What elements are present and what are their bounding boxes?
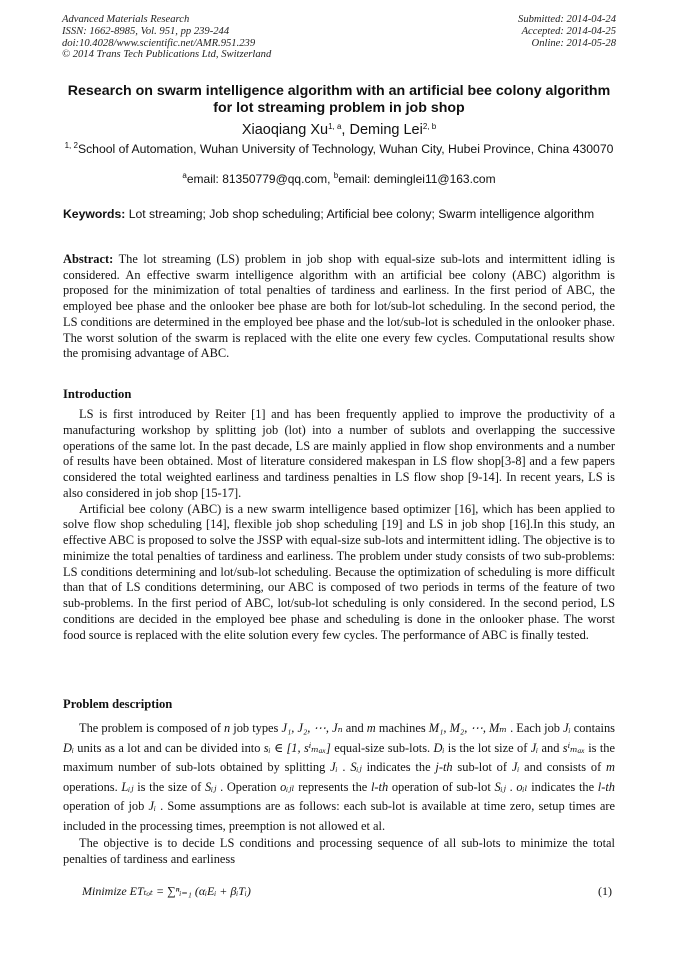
abstract-text: The lot streaming (LS) problem in job shop with equal-size sub-lots and intermittent idling is considered. An effective swarm intelligence algorithm with an artificial bee colony (ABC) algorithm is proposed for the minimization of total penalties of tardiness and earliness. In the first period of ABC, the employed bee phase and the onlooker bee phase are both for lot/sub-lot scheduling. In the second period, the LS conditions are determined in the employed bee phase and the lot/sub-lot is scheduled in the onlooker phase. The worst solution of the swarm is replaced with the elite one every few cycles. Computational results show the promising advantage of ABC. [63, 252, 615, 361]
math-symbol: Jᵢ [511, 760, 520, 774]
intro-paragraph-2: Artificial bee colony (ABC) is a new swarm intelligence based optimizer [16], which has been applied to solve flow shop scheduling [14], flexible job shop scheduling [19] and LS in job shop [16].In this study, an effective ABC is proposed to solve the JSSP with equal-size sub-lots and intermittent idling. The objective is to minimize the total penalties of tardiness and earliness. The problem under study consists of two sub-problems: LS conditions determining and lot/sub-lot scheduling. Because the optimization of scheduling is more difficult than that of LS conditions determining, our ABC is composed of two periods in terms of the feature of two sub-problems. In the first period of ABC, lot/sub-lot scheduling is only considered. In the second period, LS conditions are decided in the employed bee phase and scheduling is done in the onlooker phase. The worst food source is replaced with the elite solution every few cycles. The performance of ABC is finally tested. [63, 501, 615, 642]
issn: ISSN: 1662-8985, Vol. 951, pp 239-244 [62, 25, 230, 37]
keywords [63, 207, 615, 222]
math-symbol: M₁, M₂, ⋯, Mₘ [428, 721, 507, 735]
paper-title: Research on swarm intelligence algorithm with an artificial bee colony algorithm for lot streaming problem in job shop [67, 83, 611, 116]
author-2-sup: 2, b [422, 122, 437, 131]
author-1-sup: 1, a [328, 122, 342, 131]
intro-paragraph-1: LS is first introduced by Reiter [1] and has been frequently applied to improve the productivity of a manufacturing workshop by splitting job (lot) into a number of sublots and overlapping the successive operations of the same lot. In the past decade, LS are mainly applied in flow shop environments and a number of results have been obtained. Most of literature considered makespan in LS flow shop[3-8] and a few papers considered the total weighted earliness and tardiness penalties in LS flow shop [9-14]. In recent years, LS is also considered in job shop [15-17]. [63, 407, 615, 500]
accepted-date: Accepted: 2014-04-25 [521, 25, 616, 37]
authors [60, 122, 618, 138]
math-symbol: m [366, 721, 376, 735]
author-2: Deming Lei [349, 122, 423, 138]
problem-paragraph-1 [63, 719, 615, 836]
keywords-text: Lot streaming; Job shop scheduling; Artificial bee colony; Swarm intelligence algorithm [125, 207, 595, 221]
text-run: contains [570, 721, 615, 735]
math-symbol: j-th [435, 760, 453, 774]
text-run: is the size of [133, 779, 205, 794]
text-run: represents the [294, 779, 371, 794]
math-symbol: m [606, 760, 615, 774]
email-b-sup: b [333, 171, 339, 180]
text-run: and consists of [519, 760, 607, 774]
text-run: is the lot size of [444, 740, 531, 755]
author-1: Xiaoqiang Xu [241, 122, 329, 138]
text-run: operations. [63, 779, 122, 794]
math-symbol: Jᵢ [330, 760, 338, 774]
introduction-body [63, 407, 615, 643]
math-symbol: oᵢⱼₗ [280, 779, 295, 794]
text-run: . Operation [216, 779, 281, 794]
dates [518, 14, 616, 49]
email-a[interactable]: email: 81350779@qq.com, [186, 172, 334, 186]
abstract [63, 252, 615, 362]
math-symbol: Jᵢ [148, 799, 156, 813]
journal-name: Advanced Materials Research [62, 14, 190, 25]
text-run: and [342, 721, 367, 735]
text-run: and [538, 740, 563, 755]
math-symbol: Sᵢⱼ [204, 779, 217, 794]
text-run: units as a lot and can be divided into [73, 740, 264, 755]
problem-paragraph-2: The objective is to decide LS conditions and processing sequence of all sub-lots to minimize the total penalties of tardiness and earliness [63, 836, 615, 866]
math-symbol: J₁, J₂, ⋯, Jₙ [281, 721, 343, 735]
math-symbol: Dᵢ [63, 740, 74, 755]
equation-text: Minimize ETₜₒₜ = ∑ⁿᵢ₌₁ (αᵢEᵢ + βᵢTᵢ) [82, 884, 251, 898]
math-symbol: Lᵢⱼ [121, 779, 134, 794]
text-run: job types [230, 721, 282, 735]
math-symbol: l-th [597, 779, 615, 794]
text-run: equal-size sub-lots. [330, 740, 434, 755]
abstract-label: Abstract: [63, 252, 114, 266]
math-symbol: Dᵢ [433, 740, 445, 755]
introduction-heading: Introduction [63, 387, 132, 401]
equation-number: (1) [598, 884, 612, 898]
math-symbol: oᵢₗ [516, 779, 528, 794]
submitted-date: Submitted: 2014-04-24 [518, 14, 616, 25]
text-run: sub-lot of [452, 760, 512, 774]
doi: doi:10.4028/www.scientific.net/AMR.951.239 [62, 37, 256, 49]
problem-heading: Problem description [63, 697, 173, 711]
journal-info [62, 14, 271, 61]
math-symbol: Jᵢ [563, 721, 571, 735]
math-symbol: n [223, 721, 231, 735]
text-run: operation of job [63, 799, 149, 813]
online-date: Online: 2014-05-28 [531, 37, 616, 49]
text-run: . [505, 779, 517, 794]
text-run: is the maximum number of sub-lots obtained by splitting [63, 740, 615, 774]
affil-sup: 1, 2 [64, 141, 78, 150]
author-sep: , [341, 122, 350, 138]
affil-text: School of Automation, Wuhan University of Technology, Wuhan City, Hubei Province, China 430070 [77, 142, 614, 156]
text-run: indicates the [361, 760, 436, 774]
keywords-label: Keywords: [63, 207, 126, 221]
math-symbol: Sᵢⱼ [350, 760, 362, 774]
text-run: The problem is composed of [79, 721, 224, 735]
text-run: operation of sub-lot [388, 779, 495, 794]
text-run: . Some assumptions are as follows: each sub-lot is available at time zero, setup times are included in the processing times, preemption is not allowed et al. [63, 799, 615, 833]
math-symbol: Sᵢⱼ [494, 779, 506, 794]
affiliation [60, 142, 618, 158]
email-a-sup: a [182, 171, 187, 180]
text-run: machines [375, 721, 429, 735]
copyright: © 2014 Trans Tech Publications Ltd, Switzerland [62, 49, 272, 61]
text-run: . [337, 760, 351, 774]
text-run: . Each job [506, 721, 564, 735]
math-symbol: sⁱₘₐₓ [562, 740, 585, 755]
math-symbol: l-th [370, 779, 389, 794]
math-symbol: sᵢ ∈ [1, sⁱₘₐₓ] [263, 740, 331, 755]
emails [60, 172, 618, 186]
text-run: indicates the [527, 779, 598, 794]
problem-body [63, 719, 615, 867]
email-b[interactable]: email: deminglei11@163.com [338, 172, 496, 186]
equation-1 [82, 884, 612, 899]
math-symbol: Jᵢ [530, 740, 539, 755]
